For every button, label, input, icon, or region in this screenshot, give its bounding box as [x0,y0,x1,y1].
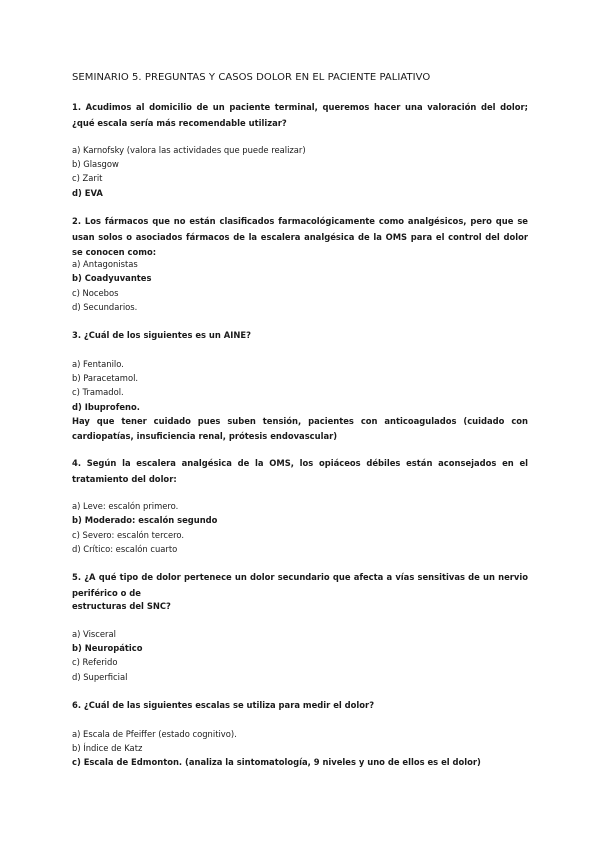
q3-option-a: a) Fentanilo. [72,359,124,369]
q3-option-d-correct: d) Ibuprofeno. [72,402,140,412]
q1-option-b: b) Glasgow [72,159,119,169]
q2-option-d: d) Secundarios. [72,302,138,312]
q5-option-c: c) Referido [72,657,118,667]
q1-option-d-correct: d) EVA [72,188,103,198]
q4-option-b-correct: b) Moderado: escalón segundo [72,515,218,525]
q5-option-a: a) Visceral [72,629,116,639]
q5-option-d: d) Superficial [72,672,128,682]
q2-option-c: c) Nocebos [72,288,119,298]
document-title: SEMINARIO 5. PREGUNTAS Y CASOS DOLOR EN EL PACIENTE PALIATIVO [72,72,431,83]
q2-option-a: a) Antagonistas [72,259,138,269]
q1-option-c: c) Zarit [72,173,103,183]
q6-option-c-correct: c) Escala de Edmonton. (analiza la sintomatología, 9 niveles y uno de ellos es el dolor) [72,757,481,767]
question-3: 3. ¿Cuál de los siguientes es un AINE? [72,330,251,340]
q5-option-b-correct: b) Neuropático [72,643,143,653]
question-6: 6. ¿Cuál de las siguientes escalas se utiliza para medir el dolor? [72,700,375,710]
q2-option-b-correct: b) Coadyuvantes [72,273,152,283]
question-2: 2. Los fármacos que no están clasificados farmacológicamente como analgésicos, pero que se usan solos o asociados fármacos de la escalera analgésica de la OMS para el control del dolor se conocen como: [72,216,528,257]
q1-option-a: a) Karnofsky (valora las actividades que puede realizar) [72,145,306,155]
q6-option-b: b) Índice de Katz [72,743,143,753]
question-4: 4. Según la escalera analgésica de la OMS, los opiáceos débiles están aconsejados en el tratamiento del dolor: [72,458,528,484]
question-5-line-2: estructuras del SNC? [72,601,171,611]
question-5-line-1: 5. ¿A qué tipo de dolor pertenece un dolor secundario que afecta a vías sensitivas de un nervio periférico o de [72,572,528,598]
q4-option-a: a) Leve: escalón primero. [72,501,179,511]
q6-option-a: a) Escala de Pfeiffer (estado cognitivo). [72,729,237,739]
q4-option-d: d) Crítico: escalón cuarto [72,544,178,554]
q3-option-b: b) Paracetamol. [72,373,139,383]
q3-note: Hay que tener cuidado pues suben tensión, pacientes con anticoagulados (cuidado con cardiopatías, insuficiencia renal, prótesis endovascular) [72,416,528,441]
question-1: 1. Acudimos al domicilio de un paciente terminal, queremos hacer una valoración del dolor; ¿qué escala sería más recomendable utilizar? [72,102,528,128]
q3-option-c: c) Tramadol. [72,387,124,397]
q4-option-c: c) Severo: escalón tercero. [72,530,185,540]
